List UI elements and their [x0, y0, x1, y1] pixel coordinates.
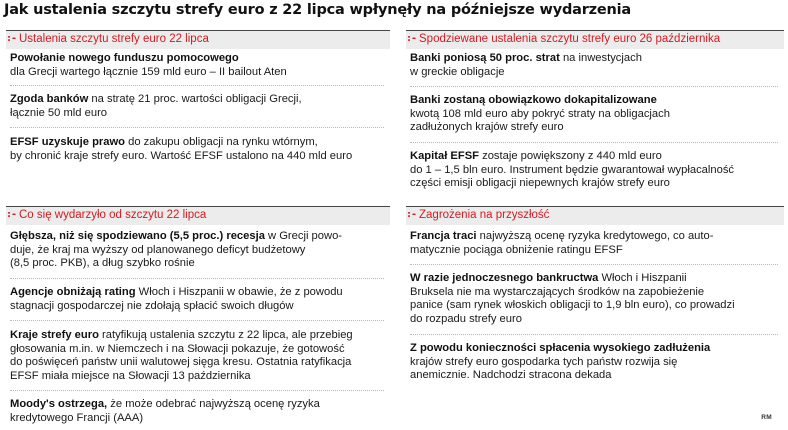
list-item: Francja traci najwyższą ocenę ryzyka kredytowego, co auto- matycznie pociąga obniżenie ratingu EFSF: [410, 230, 714, 256]
list-item: Kraje strefy euro ratyfikują ustalenia szczytu z 22 lipca, ale przebieg głosowania m.in. w Niemczech i na Słowacji pokazuje, że gotowość do poświęceń państw unii walutowej sięga kresu. Ostatnia ratyfikacja EFSF miała miejsce na Słowacji 13 października: [10, 329, 353, 382]
divider: [10, 320, 384, 321]
credit: RM: [761, 414, 772, 421]
section-header-threats: [406, 206, 784, 225]
page-title: Jak ustalenia szczytu strefy euro z 22 lipca wpłynęły na późniejsze wydarzenia: [4, 2, 632, 18]
divider: [410, 334, 778, 335]
list-item: Zgoda banków na stratę 21 proc. wartości obligacji Grecji, łącznie 50 mld euro: [10, 93, 302, 119]
list-item: Banki poniosą 50 proc. strat na inwestycjach w greckie obligacje: [410, 52, 642, 78]
marker-icon: :-: [6, 209, 17, 220]
section-title: Spodziewane ustalenia szczytu strefy euro 26 października: [419, 33, 721, 45]
divider: [10, 390, 384, 391]
divider: [10, 85, 384, 86]
marker-icon: :-: [6, 33, 17, 44]
divider: [410, 142, 778, 143]
divider: [10, 127, 384, 128]
list-item: Agencje obniżają rating Włoch i Hiszpanii w obawie, że z powodu stagnacji gospodarczej nie zdołają spłacić swoich długów: [10, 286, 343, 312]
list-item: Kapitał EFSF zostaje powiększony z 440 mld euro do 1 – 1,5 bln euro. Instrument będzie gwarantował wypłacalność części emisji obligacji niepewnych krajów strefy euro: [410, 150, 735, 190]
section-title: Ustalenia szczytu strefy euro 22 lipca: [19, 33, 209, 45]
divider: [410, 264, 778, 265]
list-item: Banki zostaną obowiązkowo dokapitalizowane kwotą 108 mld euro aby pokryć straty na obligacjach zadłużonych krajów strefy euro: [410, 94, 670, 134]
section-header-expected: [406, 30, 784, 49]
marker-icon: :-: [406, 33, 417, 44]
divider: [410, 86, 778, 87]
section-title: Co się wydarzyło od szczytu 22 lipca: [19, 209, 207, 221]
list-item: Powołanie nowego funduszu pomocowego dla Grecji wartego łącznie 159 mld euro – II bailout Aten: [10, 52, 287, 78]
list-item: EFSF uzyskuje prawo do zakupu obligacji na rynku wtórnym, by chronić kraje strefy euro. Wartość EFSF ustalono na 440 mld euro: [10, 136, 353, 162]
section-header-events: [6, 206, 390, 225]
list-item: Moody's ostrzega, że może odebrać najwyższą ocenę ryzyka kredytowego Francji (AAA): [10, 398, 320, 424]
marker-icon: :-: [406, 209, 417, 220]
section-header-agreements: [6, 30, 390, 49]
list-item: Z powodu konieczności spłacenia wysokiego zadłużenia krajów strefy euro gospodarka tych państw rozwija się anemicznie. Nadchodzi stracona dekada: [410, 342, 711, 382]
divider: [10, 278, 384, 279]
section-title: Zagrożenia na przyszłość: [419, 209, 550, 221]
list-item: W razie jednoczesnego bankructwa Włoch i Hiszpanii Bruksela nie ma wystarczających środków na zapobieżenie panice (sam rynek włoskich obligacji to 1,9 bln euro), co prowadzi do rozpadu strefy euro: [410, 272, 735, 325]
list-item: Głębsza, niż się spodziewano (5,5 proc.) recesja w Grecji powo- duje, że kraj ma wyższy od planowanego deficyt budżetowy (8,5 proc. PKB), a dług szybko rośnie: [10, 230, 343, 270]
